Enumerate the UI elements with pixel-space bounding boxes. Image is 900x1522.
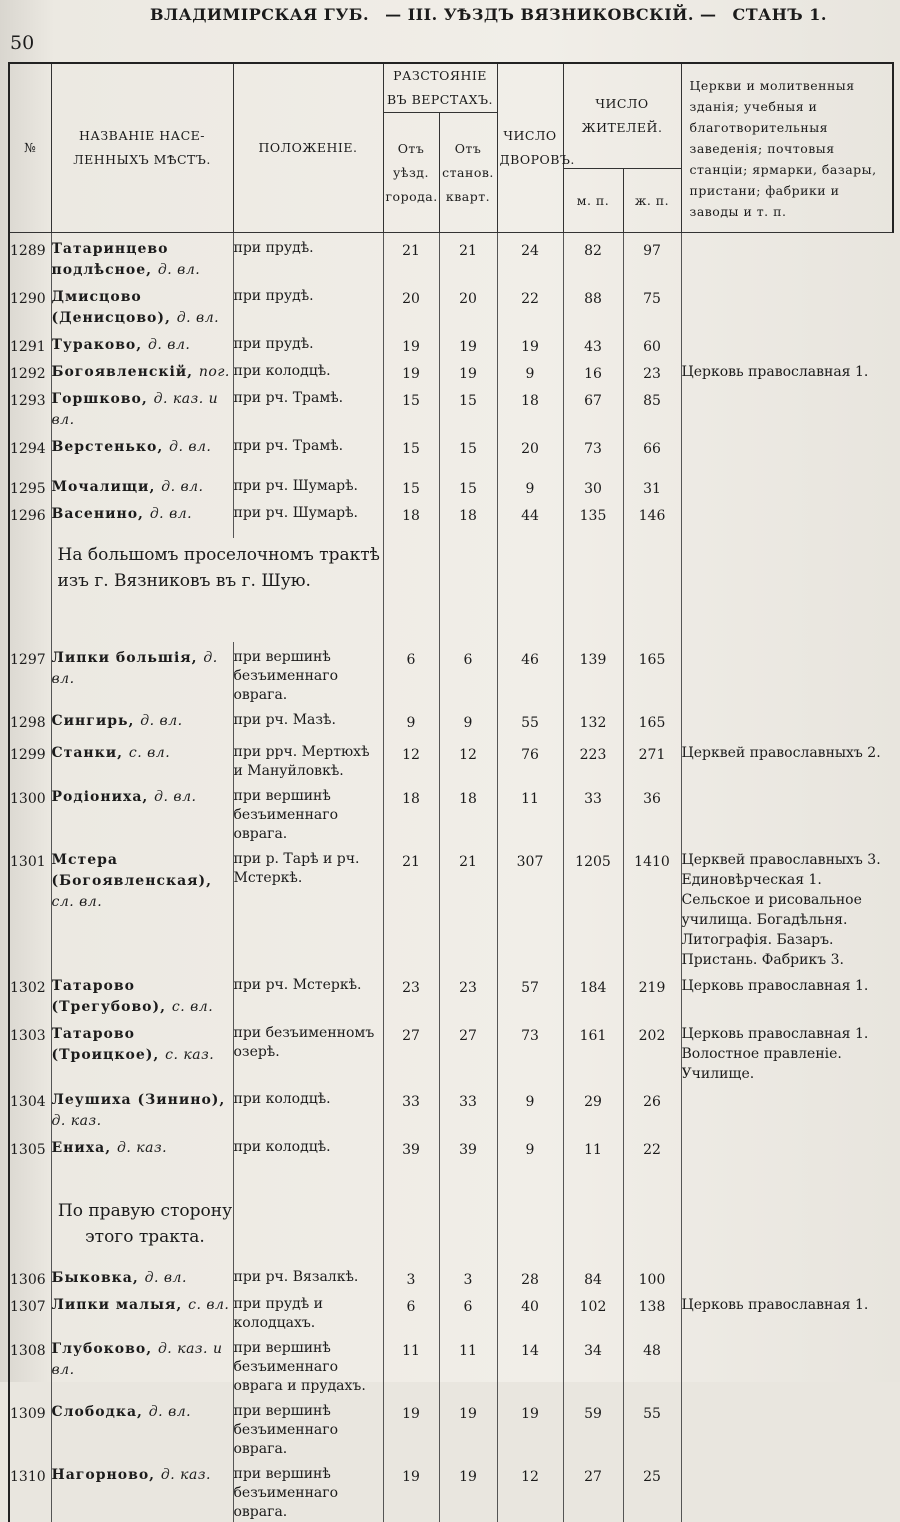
female-count: 22 [623, 1132, 681, 1178]
female-count: 97 [623, 233, 681, 282]
settlement-position: при колодцѣ. [233, 356, 383, 383]
settlement-position: при прудѣ. [233, 233, 383, 282]
female-count: 60 [623, 329, 681, 356]
row-number: 1295 [9, 471, 51, 498]
female-count: 146 [623, 498, 681, 538]
distance-from-stan: 21 [439, 233, 497, 282]
settlement-name [51, 737, 233, 781]
male-count: 132 [563, 705, 623, 737]
female-count: 31 [623, 471, 681, 498]
settlement-position: при прудѣ. [233, 281, 383, 329]
settlement-kind: д. каз. и вл. [51, 1341, 223, 1378]
settlement-kind: д. вл. [148, 1404, 192, 1420]
male-count: 43 [563, 329, 623, 356]
section-title-right-side: По правую сторону этого тракта. [51, 1178, 233, 1262]
row-number: 1301 [9, 844, 51, 970]
settlement-position: при вершинѣ безъименнаго оврага. [233, 1459, 383, 1522]
table-row [9, 844, 893, 970]
female-count: 48 [623, 1333, 681, 1396]
male-count: 135 [563, 498, 623, 538]
distance-from-town: 20 [383, 281, 439, 329]
male-count: 88 [563, 281, 623, 329]
male-count: 84 [563, 1262, 623, 1289]
household-count: 9 [497, 1084, 563, 1132]
settlement-kind: д. вл. [169, 439, 212, 455]
table-row [9, 705, 893, 737]
table-row [9, 1459, 893, 1522]
male-count: 33 [563, 781, 623, 844]
distance-from-stan: 11 [439, 1333, 497, 1396]
header-households: ЧИСЛО ДВОРОВЪ. [497, 63, 563, 233]
settlement-name-text: Леушиха (Зинино), [51, 1092, 226, 1108]
settlement-name [51, 642, 233, 705]
settlement-kind: д. вл. [161, 479, 204, 495]
table-row [9, 356, 893, 383]
household-count: 55 [497, 705, 563, 737]
table-row [9, 281, 893, 329]
table-row [9, 233, 893, 282]
distance-from-stan: 15 [439, 471, 497, 498]
settlement-kind: д. вл. [51, 650, 218, 687]
header-name: НАЗВАНІЕ НАСЕ-ЛЕННЫХЪ МѢСТЪ. [51, 63, 233, 233]
row-number: 1290 [9, 281, 51, 329]
settlement-position: при вершинѣ безъименнаго оврага. [233, 1396, 383, 1459]
settlement-name-text: Глубоково, [51, 1341, 153, 1357]
household-count: 22 [497, 281, 563, 329]
settlement-position: при безъименномъ озерѣ. [233, 1018, 383, 1084]
settlement-name-text: Родіониха, [51, 789, 149, 805]
settlement-kind: д. вл. [154, 789, 197, 805]
table-row [9, 431, 893, 471]
settlement-notes [681, 705, 893, 737]
row-number: 1297 [9, 642, 51, 705]
settlement-name-text: Татарово (Троицкое), [51, 1026, 160, 1063]
header-male: м. п. [563, 169, 623, 233]
settlement-name [51, 356, 233, 383]
table-row [9, 1084, 893, 1132]
male-count: 29 [563, 1084, 623, 1132]
table-row [9, 1132, 893, 1178]
distance-from-stan: 20 [439, 281, 497, 329]
distance-from-stan: 33 [439, 1084, 497, 1132]
household-count: 9 [497, 1132, 563, 1178]
settlement-name-text: Слободка, [51, 1404, 143, 1420]
settlement-name [51, 970, 233, 1018]
male-count: 1205 [563, 844, 623, 970]
table-row [9, 329, 893, 356]
table-row [9, 471, 893, 498]
settlement-name [51, 1396, 233, 1459]
header-num: № [9, 63, 51, 233]
settlement-notes [681, 471, 893, 498]
settlement-notes [681, 431, 893, 471]
table-row [9, 1262, 893, 1289]
male-count: 27 [563, 1459, 623, 1522]
household-count: 14 [497, 1333, 563, 1396]
household-count: 40 [497, 1289, 563, 1333]
female-count: 26 [623, 1084, 681, 1132]
settlement-name-text: Верстенько, [51, 439, 170, 455]
female-count: 66 [623, 431, 681, 471]
settlement-name [51, 498, 233, 538]
distance-from-town: 6 [383, 642, 439, 705]
distance-from-stan: 19 [439, 356, 497, 383]
row-number: 1298 [9, 705, 51, 737]
distance-from-stan: 23 [439, 970, 497, 1018]
row-number: 1302 [9, 970, 51, 1018]
household-count: 9 [497, 471, 563, 498]
settlement-name [51, 705, 233, 737]
running-head-stan: СТАНЪ 1. [732, 5, 827, 24]
settlement-position: при рч. Шумарѣ. [233, 471, 383, 498]
table-row [9, 1396, 893, 1459]
settlement-name [51, 1459, 233, 1522]
distance-from-stan: 6 [439, 642, 497, 705]
settlement-kind: д. каз. [116, 1140, 168, 1156]
settlement-kind: с. каз. [165, 1047, 215, 1063]
distance-from-town: 21 [383, 844, 439, 970]
row-number: 1303 [9, 1018, 51, 1084]
settlement-name [51, 329, 233, 356]
settlement-name-text: Липки большія, [51, 650, 198, 666]
male-count: 30 [563, 471, 623, 498]
distance-from-town: 15 [383, 431, 439, 471]
settlement-notes [681, 1132, 893, 1178]
settlement-name-text: Липки малыя, [51, 1297, 183, 1313]
distance-from-town: 19 [383, 1396, 439, 1459]
settlement-position: при рч. Трамѣ. [233, 383, 383, 431]
header-distance: РАЗСТОЯНІЕ ВЪ ВЕРСТАХЪ. [383, 63, 497, 113]
row-number: 1292 [9, 356, 51, 383]
distance-from-stan: 19 [439, 329, 497, 356]
female-count: 1410 [623, 844, 681, 970]
male-count: 59 [563, 1396, 623, 1459]
distance-from-town: 21 [383, 233, 439, 282]
settlement-notes [681, 1459, 893, 1522]
row-number: 1304 [9, 1084, 51, 1132]
female-count: 85 [623, 383, 681, 431]
settlement-name-text: Нагорново, [51, 1467, 156, 1483]
settlement-name-text: Ениха, [51, 1140, 112, 1156]
settlement-kind: с. вл. [171, 999, 214, 1015]
settlement-kind: с. вл. [188, 1297, 230, 1313]
distance-from-town: 18 [383, 781, 439, 844]
distance-from-town: 19 [383, 1459, 439, 1522]
row-number: 1310 [9, 1459, 51, 1522]
distance-from-town: 12 [383, 737, 439, 781]
settlement-name-text: Горшково, [51, 391, 148, 407]
settlement-notes: Церквей православныхъ 2. [681, 745, 881, 761]
settlement-notes [681, 281, 893, 329]
distance-from-town: 23 [383, 970, 439, 1018]
settlement-name-text: Татаринцево подлѣсное, [51, 241, 169, 278]
settlement-position: при колодцѣ. [233, 1084, 383, 1132]
household-count: 24 [497, 233, 563, 282]
settlement-name [51, 233, 233, 282]
settlement-name-text: Быковка, [51, 1270, 139, 1286]
settlement-kind: д. вл. [140, 713, 183, 729]
row-number: 1291 [9, 329, 51, 356]
settlement-position: при прудѣ и колодцахъ. [233, 1289, 383, 1333]
settlement-position: при рч. Мазѣ. [233, 705, 383, 737]
settlement-name [51, 844, 233, 970]
distance-from-town: 18 [383, 498, 439, 538]
settlement-notes [681, 1262, 893, 1289]
distance-from-town: 11 [383, 1333, 439, 1396]
male-count: 184 [563, 970, 623, 1018]
distance-from-town: 6 [383, 1289, 439, 1333]
distance-from-town: 33 [383, 1084, 439, 1132]
male-count: 82 [563, 233, 623, 282]
settlement-name [51, 781, 233, 844]
settlement-position: при рч. Трамѣ. [233, 431, 383, 471]
distance-from-stan: 21 [439, 844, 497, 970]
settlement-notes [681, 329, 893, 356]
settlement-notes [681, 498, 893, 538]
household-count: 28 [497, 1262, 563, 1289]
distance-from-town: 19 [383, 356, 439, 383]
settlement-name-text: Станки, [51, 745, 124, 761]
female-count: 165 [623, 705, 681, 737]
household-count: 19 [497, 1396, 563, 1459]
household-count: 11 [497, 781, 563, 844]
settlement-position: при вершинѣ безъименнаго оврага. [233, 642, 383, 705]
distance-from-stan: 27 [439, 1018, 497, 1084]
settlement-notes: Церковь православная 1. Волостное правленіе. Училище. [681, 1026, 869, 1082]
row-number: 1293 [9, 383, 51, 431]
row-number: 1305 [9, 1132, 51, 1178]
female-count: 75 [623, 281, 681, 329]
male-count: 161 [563, 1018, 623, 1084]
distance-from-stan: 3 [439, 1262, 497, 1289]
male-count: 223 [563, 737, 623, 781]
settlement-name-text: Васенино, [51, 506, 144, 522]
table-row [9, 1018, 893, 1084]
settlement-kind: д. вл. [144, 1270, 187, 1286]
row-number: 1308 [9, 1333, 51, 1396]
header-notes: Церкви и молитвенныя зданія; учебныя и благотворительныя заведенія; почтовыя станціи; ярмарки, базары, пристани; фабрики и заводы и т. п. [681, 63, 893, 233]
household-count: 76 [497, 737, 563, 781]
distance-from-stan: 18 [439, 498, 497, 538]
settlement-name [51, 1084, 233, 1132]
household-count: 307 [497, 844, 563, 970]
settlement-position: при ррч. Мертюхѣ и Мануйловкѣ. [233, 737, 383, 781]
settlement-notes: Церковь православная 1. [681, 1297, 869, 1313]
settlement-name-text: Мстера (Богоявленская), [51, 852, 212, 889]
settlement-name [51, 281, 233, 329]
settlement-kind: д. каз. [160, 1467, 211, 1483]
household-count: 19 [497, 329, 563, 356]
row-number: 1296 [9, 498, 51, 538]
row-number: 1299 [9, 737, 51, 781]
household-count: 20 [497, 431, 563, 471]
settlement-kind: сл. вл. [51, 894, 103, 910]
distance-from-town: 27 [383, 1018, 439, 1084]
row-number: 1309 [9, 1396, 51, 1459]
header-from-stan: Отъ станов. кварт. [439, 113, 497, 233]
distance-from-stan: 18 [439, 781, 497, 844]
settlement-notes: Церковь православная 1. [681, 978, 869, 994]
female-count: 100 [623, 1262, 681, 1289]
distance-from-town: 15 [383, 383, 439, 431]
household-count: 9 [497, 356, 563, 383]
row-number: 1300 [9, 781, 51, 844]
settlement-name [51, 1333, 233, 1396]
settlement-position: при рч. Шумарѣ. [233, 498, 383, 538]
table-row [9, 781, 893, 844]
distance-from-stan: 15 [439, 383, 497, 431]
male-count: 139 [563, 642, 623, 705]
settlement-notes [681, 1333, 893, 1396]
female-count: 55 [623, 1396, 681, 1459]
settlement-notes: Церковь православная 1. [681, 364, 869, 380]
settlement-position: при колодцѣ. [233, 1132, 383, 1178]
header-from-town: Отъ уѣзд. города. [383, 113, 439, 233]
running-head [150, 5, 827, 24]
distance-from-stan: 12 [439, 737, 497, 781]
settlement-kind: д. вл. [157, 262, 201, 278]
settlement-name [51, 1018, 233, 1084]
settlement-kind: д. вл. [149, 506, 193, 522]
female-count: 138 [623, 1289, 681, 1333]
table-row [9, 1333, 893, 1396]
settlement-kind: д. вл. [176, 310, 220, 326]
settlement-position: при вершинѣ безъименнаго оврага. [233, 781, 383, 844]
table-row [9, 642, 893, 705]
row-number: 1307 [9, 1289, 51, 1333]
settlement-kind: д. вл. [148, 337, 191, 353]
settlement-position: при р. Тарѣ и рч. Мстеркѣ. [233, 844, 383, 970]
settlement-kind: пог. [198, 364, 230, 380]
settlement-name-text: Богоявленскій, [51, 364, 194, 380]
settlement-name-text: Татарово (Трегубово), [51, 978, 167, 1015]
household-count: 57 [497, 970, 563, 1018]
settlement-position: при рч. Вязалкѣ. [233, 1262, 383, 1289]
male-count: 34 [563, 1333, 623, 1396]
distance-from-stan: 6 [439, 1289, 497, 1333]
distance-from-stan: 15 [439, 431, 497, 471]
settlement-name [51, 383, 233, 431]
distance-from-stan: 39 [439, 1132, 497, 1178]
male-count: 67 [563, 383, 623, 431]
row-number: 1289 [9, 233, 51, 282]
settlement-name-text: Тураково, [51, 337, 143, 353]
distance-from-stan: 9 [439, 705, 497, 737]
settlement-name-text: Дмисцово (Денисцово), [51, 289, 171, 326]
female-count: 23 [623, 356, 681, 383]
page-number: 50 [10, 32, 35, 54]
settlement-notes [681, 642, 893, 705]
section-title-main-road: На большомъ проселочномъ трактѣ изъ г. Вязниковъ въ г. Шую. [51, 538, 383, 642]
settlement-position: при рч. Мстеркѣ. [233, 970, 383, 1018]
header-female: ж. п. [623, 169, 681, 233]
distance-from-town: 39 [383, 1132, 439, 1178]
settlement-kind: д. каз. [51, 1113, 102, 1129]
settlement-notes [681, 1084, 893, 1132]
distance-from-stan: 19 [439, 1396, 497, 1459]
distance-from-town: 19 [383, 329, 439, 356]
household-count: 46 [497, 642, 563, 705]
settlement-name [51, 1132, 233, 1178]
settlement-position: при прудѣ. [233, 329, 383, 356]
distance-from-stan: 19 [439, 1459, 497, 1522]
header-position: ПОЛОЖЕНІЕ. [233, 63, 383, 233]
female-count: 202 [623, 1018, 681, 1084]
female-count: 271 [623, 737, 681, 781]
female-count: 36 [623, 781, 681, 844]
row-number: 1294 [9, 431, 51, 471]
table-row [9, 498, 893, 538]
male-count: 102 [563, 1289, 623, 1333]
household-count: 44 [497, 498, 563, 538]
settlement-name [51, 471, 233, 498]
settlement-notes [681, 781, 893, 844]
table-row [9, 383, 893, 431]
male-count: 73 [563, 431, 623, 471]
settlement-name [51, 1289, 233, 1333]
female-count: 219 [623, 970, 681, 1018]
settlement-notes: Церквей православныхъ 3. Единовѣрческая 1. Сельское и рисовальное училища. Богадѣльня. Литографія. Базаръ. Пристань. Фабрикъ 3. [681, 852, 881, 968]
distance-from-town: 3 [383, 1262, 439, 1289]
female-count: 25 [623, 1459, 681, 1522]
household-count: 12 [497, 1459, 563, 1522]
settlement-name-text: Мочалищи, [51, 479, 156, 495]
table-row [9, 1289, 893, 1333]
header-residents: ЧИСЛО ЖИТЕЛЕЙ. [563, 63, 681, 169]
row-number: 1306 [9, 1262, 51, 1289]
female-count: 165 [623, 642, 681, 705]
settlement-kind: д. каз. и вл. [51, 391, 219, 428]
distance-from-town: 9 [383, 705, 439, 737]
settlements-table [8, 62, 894, 1522]
settlement-position: при вершинѣ безъименнаго оврага и прудахъ. [233, 1333, 383, 1396]
settlement-kind: с. вл. [128, 745, 171, 761]
settlement-name [51, 431, 233, 471]
settlement-notes [681, 383, 893, 431]
settlement-name [51, 1262, 233, 1289]
male-count: 11 [563, 1132, 623, 1178]
table-row [9, 970, 893, 1018]
settlement-name-text: Сингирь, [51, 713, 135, 729]
male-count: 16 [563, 356, 623, 383]
household-count: 18 [497, 383, 563, 431]
settlement-notes [681, 1396, 893, 1459]
running-head-district: — III. УѢЗДЪ ВЯЗНИКОВСКІЙ. — [385, 5, 717, 24]
running-head-province: ВЛАДИМІРСКАЯ ГУБ. [150, 5, 370, 24]
table-row [9, 737, 893, 781]
household-count: 73 [497, 1018, 563, 1084]
distance-from-town: 15 [383, 471, 439, 498]
settlement-notes [681, 233, 893, 282]
